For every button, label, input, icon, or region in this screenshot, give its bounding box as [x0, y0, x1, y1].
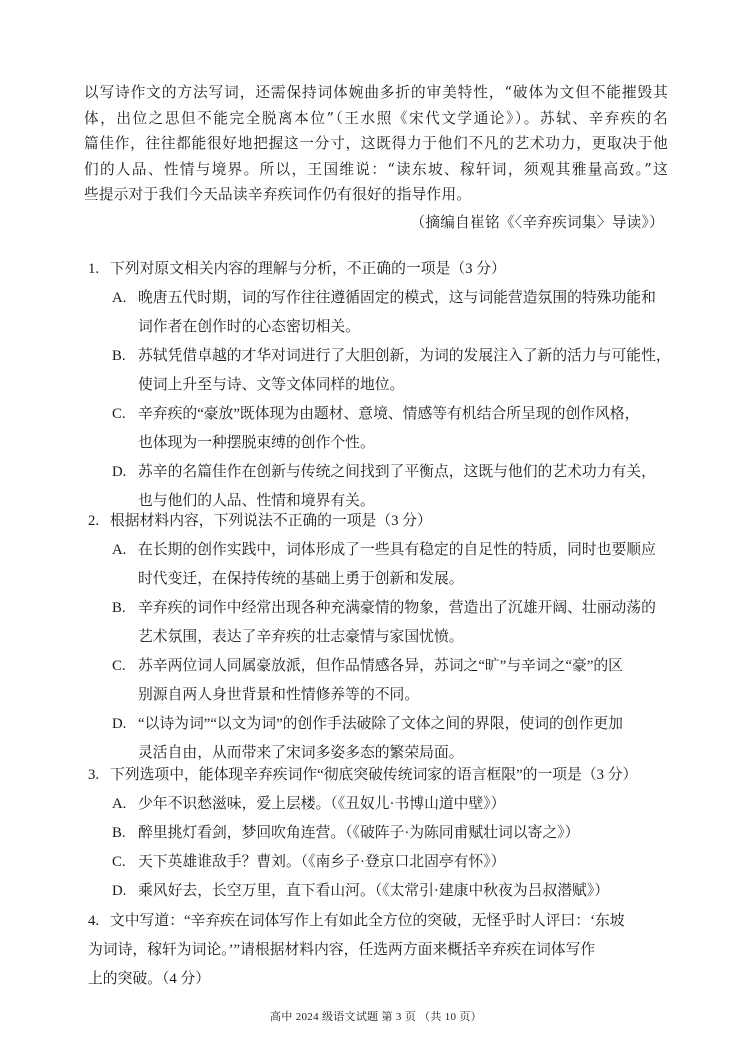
- option-letter: A.: [112, 542, 127, 558]
- question-stem: [88, 255, 672, 284]
- option-a: [112, 790, 672, 819]
- option-d: [112, 877, 672, 906]
- option-text: 辛弃疾的“豪放”既体现为由题材、意境、情感等有机结合所呈现的创作风格，: [138, 406, 640, 422]
- question-text: 文中写道：“辛弃疾在词体写作上有如此全方位的突破，无怪乎时人评曰：‘东坡: [110, 913, 625, 929]
- option-text: 苏轼凭借卓越的才华对词进行了大胆创新，为词的发展注入了新的活力与可能性，: [138, 348, 671, 364]
- passage-line: 些提示对于我们今天品读辛弃疾词作仍有很好的指导作用。: [84, 186, 472, 203]
- passage-line: 体，出位之思但不能完全脱离本位”（王水照《宋代文学通论》）。苏轼、辛弃疾的名: [84, 109, 668, 127]
- option-c: [112, 652, 672, 710]
- passage-source: （摘编自崔铭《〈辛弃疾词集〉导读》）: [410, 214, 664, 231]
- option-letter: B.: [112, 825, 126, 841]
- option-text: 时代变迁，在保持传统的基础上勇于创新和发展。: [138, 571, 464, 587]
- question-text: 上的突破。（4 分）: [88, 971, 211, 987]
- option-c: [112, 848, 672, 877]
- question-1: [88, 255, 672, 516]
- option-a: [112, 536, 672, 594]
- option-text: 少年不识愁滋味，爱上层楼。（《丑奴儿·书博山道中壁》）: [138, 796, 506, 812]
- question-number: 2.: [88, 513, 100, 529]
- question-number: 1.: [88, 261, 100, 277]
- option-b: [112, 819, 672, 848]
- option-letter: C.: [112, 854, 126, 870]
- option-letter: D.: [112, 464, 127, 480]
- page-footer: 高中 2024 级语文试题 第 3 页 （共 10 页）: [270, 1011, 482, 1023]
- option-text: 灵活自由，从而带来了宋词多姿多态的繁荣局面。: [138, 745, 464, 761]
- option-text: 艺术氛围，表达了辛弃疾的壮志豪情与家国忧愤。: [138, 629, 464, 645]
- option-text: 使词上升至与诗、文等文体同样的地位。: [138, 377, 405, 393]
- option-letter: A.: [112, 796, 127, 812]
- question-text: 为词诗，稼轩为词论。’”请根据材料内容，任选两方面来概括辛弃疾在词体写作: [88, 942, 596, 958]
- option-letter: D.: [112, 883, 127, 899]
- option-text: 在长期的创作实践中，词体形成了一些具有稳定的自足性的特质，同时也要顺应: [138, 542, 656, 558]
- option-letter: D.: [112, 716, 127, 732]
- question-text: 下列选项中，能体现辛弃疾词作“彻底突破传统词家的语言框限”的一项是（3 分）: [110, 767, 638, 783]
- passage-text: [84, 80, 668, 208]
- option-letter: B.: [112, 348, 126, 364]
- option-text: 乘风好去，长空万里，直下看山河。（《太常引·建康中秋夜为吕叔潜赋》）: [138, 883, 610, 899]
- option-b: [112, 342, 672, 400]
- option-text: 醉里挑灯看剑，梦回吹角连营。（《破阵子·为陈同甫赋壮词以寄之》）: [138, 825, 580, 841]
- question-3: [88, 761, 672, 906]
- option-d: [112, 710, 672, 768]
- option-text: 别源自两人身世背景和性情修养等的不同。: [138, 687, 420, 703]
- question-stem: [88, 507, 672, 536]
- question-number: 4.: [88, 913, 100, 929]
- option-letter: B.: [112, 600, 126, 616]
- option-b: [112, 594, 672, 652]
- question-4: [88, 907, 672, 994]
- option-text: 苏辛的名篇佳作在创新与传统之间找到了平衡点，这既与他们的艺术功力有关，: [138, 464, 656, 480]
- question-number: 3.: [88, 767, 100, 783]
- option-letter: C.: [112, 658, 126, 674]
- question-stem: [88, 761, 672, 790]
- question-2: [88, 507, 672, 768]
- option-text: 晚唐五代时期，词的写作往往遵循固定的模式，这与词能营造氛围的特殊功能和: [138, 290, 656, 306]
- option-letter: C.: [112, 406, 126, 422]
- option-text: 词作者在创作时的心态密切相关。: [138, 319, 360, 335]
- option-letter: A.: [112, 290, 127, 306]
- option-text: 也体现为一种摆脱束缚的创作个性。: [138, 435, 375, 451]
- option-c: [112, 400, 672, 458]
- option-text: 苏辛两位词人同属豪放派，但作品情感各异，苏词之“旷”与辛词之“豪”的区: [138, 658, 623, 674]
- passage-line: 们的人品、性情与境界。所以，王国维说：“读东坡、稼轩词，须观其雅量高致。”这: [84, 160, 668, 178]
- option-a: [112, 284, 672, 342]
- question-text: 根据材料内容，下列说法不正确的一项是（3 分）: [110, 513, 432, 529]
- question-stem: [88, 907, 672, 936]
- option-text: “以诗为词”“以文为词”的创作手法破除了文体之间的界限，使词的创作更加: [138, 716, 623, 732]
- passage-line: 篇佳作，往往都能很好地把握这一分寸，这既得力于他们不凡的艺术功力，更取决于他: [84, 135, 668, 152]
- option-text: 辛弃疾的词作中经常出现各种充满豪情的物象，营造出了沉雄开阔、壮丽动荡的: [138, 600, 656, 616]
- passage-line: 以写诗作文的方法写词，还需保持词体婉曲多折的审美特性，“破体为文但不能摧毁其: [84, 84, 668, 101]
- question-text: 下列对原文相关内容的理解与分析，不正确的一项是（3 分）: [110, 261, 506, 277]
- option-text: 天下英雄谁敌手？曹刘。（《南乡子·登京口北固亭有怀》）: [138, 854, 506, 870]
- option-text: 也与他们的人品、性情和境界有关。: [138, 493, 375, 509]
